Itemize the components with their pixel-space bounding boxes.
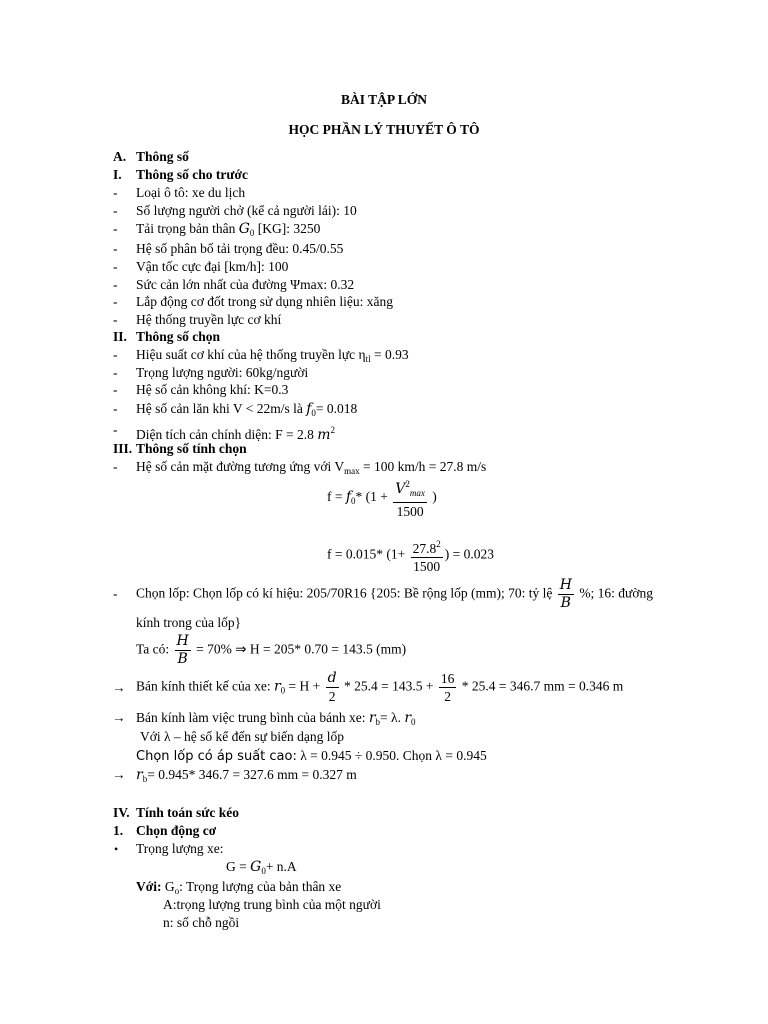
section-iv-number: IV. bbox=[113, 805, 130, 820]
list-dash: - bbox=[113, 203, 118, 218]
formula-r0 bbox=[136, 670, 623, 705]
math-symbol: V bbox=[395, 481, 406, 497]
list-item: Hệ thống truyền lực cơ khí bbox=[136, 312, 282, 327]
math-symbol: r bbox=[136, 767, 143, 783]
list-item: Hệ số cản không khí: K=0.3 bbox=[136, 382, 289, 397]
list-item-text: Diện tích cản chính diện: F = 2.8 bbox=[136, 427, 314, 442]
section-a-number: A. bbox=[113, 149, 127, 164]
section-iv-heading: Tính toán sức kéo bbox=[136, 805, 239, 820]
formula-text: = H + bbox=[288, 678, 321, 694]
formula-text: ) = 0.023 bbox=[444, 546, 494, 562]
formula-text: Bán kính thiết kế của xe: bbox=[136, 678, 271, 694]
fraction-numerator: H bbox=[559, 577, 572, 593]
list-dash: - bbox=[113, 586, 118, 601]
list-dash: - bbox=[113, 259, 118, 274]
tire-pressure-line bbox=[136, 748, 487, 765]
section-i-number: I. bbox=[113, 167, 122, 182]
math-subscript: b bbox=[375, 717, 381, 727]
list-item-text: Hệ số cản mặt đường tương ứng với V bbox=[136, 459, 345, 474]
definition-g0 bbox=[136, 879, 341, 899]
math-symbol: r bbox=[404, 710, 412, 726]
list-dash: - bbox=[113, 185, 118, 200]
fraction bbox=[439, 670, 457, 705]
fraction bbox=[175, 633, 191, 668]
list-dash: - bbox=[113, 422, 118, 437]
math-symbol: G bbox=[250, 859, 262, 875]
fraction-denominator: 2 bbox=[444, 689, 451, 704]
list-dash: - bbox=[113, 365, 118, 380]
definition-label: Với: bbox=[136, 879, 162, 894]
list-item-text: Hiệu suất cơ khí của hệ thống truyền lực η bbox=[136, 347, 366, 362]
math-subscript: b bbox=[142, 774, 148, 784]
formula-text: * 25.4 = 143.5 + bbox=[344, 678, 434, 694]
formula-text: = 70% ⇒ H = 205* 0.70 = 143.5 (mm) bbox=[196, 641, 407, 657]
math-symbol: G bbox=[238, 221, 250, 237]
list-item-text: = 0.93 bbox=[370, 347, 409, 362]
list-item: Trọng lượng xe: bbox=[136, 841, 224, 856]
fraction bbox=[411, 536, 443, 575]
list-item-text: Tải trọng bản thân bbox=[136, 221, 236, 236]
subsection-1-heading: Chọn động cơ bbox=[136, 823, 217, 838]
subsection-1-number: 1. bbox=[113, 823, 124, 838]
math-subscript: max bbox=[409, 488, 425, 498]
list-item-text: = 100 km/h = 27.8 m/s bbox=[359, 459, 487, 474]
list-item-text: Hệ số cản lăn khi V < 22m/s là bbox=[136, 401, 303, 416]
fraction-denominator: 1500 bbox=[396, 504, 424, 519]
math-subscript: 0 bbox=[311, 408, 316, 418]
tire-selection bbox=[136, 577, 653, 612]
formula-f-general bbox=[327, 476, 437, 520]
list-item: Vận tốc cực đại [km/h]: 100 bbox=[136, 259, 289, 274]
fraction-numerator bbox=[411, 536, 443, 558]
section-i-heading: Thông số cho trước bbox=[136, 167, 248, 182]
list-item: kính trong của lốp} bbox=[136, 615, 242, 630]
formula-g bbox=[226, 859, 297, 879]
formula-text: f = 0.015* (1+ bbox=[327, 546, 406, 562]
math-subscript: o bbox=[174, 886, 180, 896]
math-subscript: 0 bbox=[261, 866, 266, 876]
formula-h-ratio bbox=[136, 633, 406, 668]
list-item-text: λ = 0.945 ÷ 0.950. Chọn λ = 0.945 bbox=[300, 748, 487, 763]
math-symbol: m bbox=[317, 427, 331, 443]
list-dash: - bbox=[113, 382, 118, 397]
list-item bbox=[136, 221, 320, 241]
math-superscript: 2 bbox=[330, 425, 335, 435]
list-item-text: = 0.018 bbox=[315, 401, 358, 416]
formula-text: Bán kính làm việc trung bình của bánh xe: bbox=[136, 710, 366, 725]
formula-text: * (1 + bbox=[355, 489, 388, 505]
list-item-text: [KG]: 3250 bbox=[257, 221, 321, 236]
math-number: 27.8 bbox=[412, 541, 437, 556]
fraction-denominator: B bbox=[560, 595, 571, 611]
formula-f-numeric bbox=[327, 536, 494, 575]
list-dash: - bbox=[113, 294, 118, 309]
list-dash: - bbox=[113, 241, 118, 256]
definition-a: A:trọng lượng trung bình của một người bbox=[163, 897, 381, 912]
list-item: Lắp động cơ đốt trong sử dụng nhiên liệu: xăng bbox=[136, 294, 394, 309]
fraction-numerator: H bbox=[176, 633, 189, 649]
math-superscript: 2 bbox=[436, 539, 441, 549]
section-a-heading: Thông số bbox=[136, 149, 189, 164]
section-iii-heading: Thông số tính chọn bbox=[136, 441, 247, 456]
formula-text: * 25.4 = 346.7 mm = 0.346 m bbox=[461, 678, 624, 694]
math-symbol: f bbox=[345, 489, 352, 506]
list-dash: - bbox=[113, 347, 118, 362]
document-title: BÀI TẬP LỚN bbox=[340, 92, 428, 107]
list-item: Sức cản lớn nhất của đường Ψmax: 0.32 bbox=[136, 277, 355, 292]
bullet-icon: • bbox=[114, 842, 119, 856]
math-subscript: tl bbox=[365, 354, 371, 364]
arrow-icon: → bbox=[112, 710, 126, 725]
list-dash: - bbox=[113, 277, 118, 292]
section-ii-number: II. bbox=[113, 329, 127, 344]
list-item bbox=[136, 422, 335, 443]
math-subscript: max bbox=[344, 466, 360, 476]
lambda-note: Với λ – hệ số kể đến sự biến dạng lốp bbox=[140, 729, 344, 744]
list-item: Số lượng người chở (kể cả người lái): 10 bbox=[136, 203, 357, 218]
formula-text: Ta có: bbox=[136, 641, 170, 657]
formula-rb bbox=[136, 710, 416, 730]
math-subscript: 0 bbox=[280, 685, 286, 696]
definition-n: n: số chỗ ngồi bbox=[163, 915, 240, 930]
math-subscript: 0 bbox=[411, 717, 416, 727]
fraction-numerator: d bbox=[327, 670, 337, 686]
fraction-numerator bbox=[393, 476, 427, 503]
list-dash: - bbox=[113, 459, 118, 474]
formula-text: G = bbox=[226, 859, 247, 874]
arrow-icon: → bbox=[112, 767, 126, 782]
definition-text: : Trọng lượng của bản thân xe bbox=[179, 879, 342, 894]
document-subtitle: HỌC PHẦN LÝ THUYẾT Ô TÔ bbox=[288, 122, 480, 137]
math-symbol: f bbox=[306, 401, 312, 417]
math-symbol: r bbox=[368, 710, 376, 726]
list-item-text: Chọn lốp có áp suất cao: bbox=[136, 749, 297, 764]
math-symbol: r bbox=[273, 678, 281, 695]
fraction-denominator: 2 bbox=[328, 689, 336, 704]
list-item: Loại ô tô: xe du lịch bbox=[136, 185, 246, 200]
list-item: Trọng lượng người: 60kg/người bbox=[136, 365, 309, 380]
formula-rb-result bbox=[136, 767, 357, 787]
fraction-denominator: 1500 bbox=[413, 559, 441, 574]
formula-text: = 0.945* 346.7 = 327.6 mm = 0.327 m bbox=[147, 767, 357, 782]
list-dash: - bbox=[113, 221, 118, 236]
fraction bbox=[326, 670, 339, 705]
formula-text: f = bbox=[327, 489, 343, 505]
fraction bbox=[393, 476, 427, 520]
section-ii-heading: Thông số chọn bbox=[136, 329, 221, 344]
formula-text: = λ. bbox=[380, 710, 401, 725]
list-item bbox=[136, 401, 357, 421]
arrow-icon: → bbox=[112, 680, 126, 695]
list-item-text: Chọn lốp: Chọn lốp có kí hiệu: 205/70R16 {205: Bề rộng lốp (mm); 70: tỷ lệ bbox=[136, 585, 553, 601]
list-item: Hệ số phân bố tải trọng đều: 0.45/0.55 bbox=[136, 241, 344, 256]
list-dash: - bbox=[113, 401, 118, 416]
definition-text: G bbox=[164, 879, 175, 894]
list-item bbox=[136, 347, 409, 367]
fraction-denominator: B bbox=[177, 651, 188, 667]
formula-text: ) bbox=[432, 489, 437, 505]
list-dash: - bbox=[113, 312, 118, 327]
list-item-text: %; 16: đường bbox=[579, 585, 654, 601]
formula-text: + n.A bbox=[265, 859, 297, 874]
fraction-numerator: 16 bbox=[440, 671, 455, 686]
math-subscript: 0 bbox=[249, 228, 255, 238]
math-subscript: 0 bbox=[351, 496, 356, 507]
section-iii-number: III. bbox=[113, 441, 133, 456]
fraction bbox=[558, 577, 574, 612]
math-superscript: 2 bbox=[405, 479, 410, 489]
